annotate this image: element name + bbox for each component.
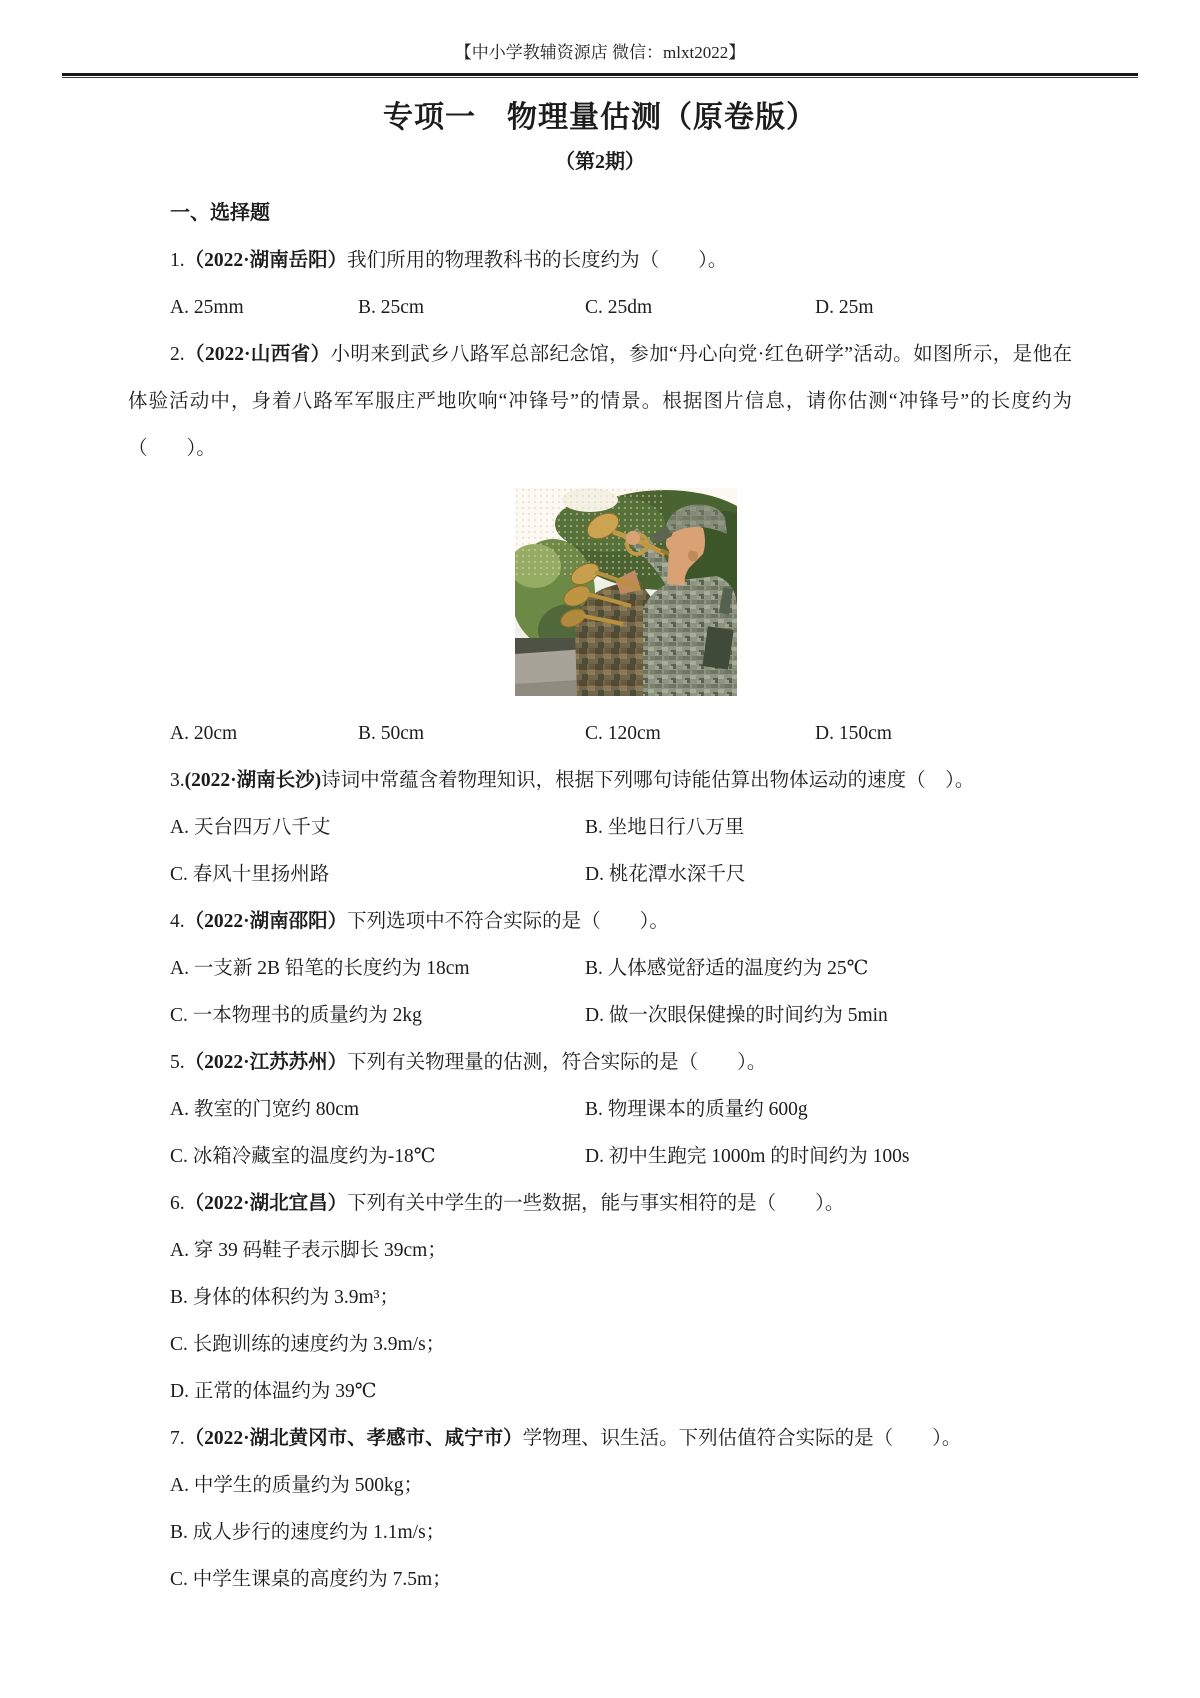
question-number: 3. — [170, 770, 185, 791]
question-number: 5. — [170, 1052, 185, 1073]
option-b: B. 50cm — [358, 723, 425, 744]
question-source: （2022·湖南邵阳） — [184, 911, 348, 932]
question-options-row — [128, 1556, 1072, 1603]
question-source: (2022·湖南长沙) — [184, 770, 322, 791]
question-stem: 诗词中常蕴含着物理知识，根据下列哪句诗能估算出物体运动的速度（ ）。 — [321, 770, 975, 791]
question-options-row — [128, 1227, 1072, 1274]
question-3 — [128, 757, 1072, 898]
question-number: 2. — [170, 344, 185, 365]
question-stem: 下列选项中不符合实际的是（ ）。 — [347, 911, 669, 932]
question-7 — [128, 1415, 1072, 1603]
question-number: 4. — [170, 911, 185, 932]
option-a: A. 25mm — [170, 297, 244, 318]
option-d: D. 25m — [815, 297, 874, 318]
question-stem-line — [128, 237, 1072, 284]
question-options-row — [128, 284, 1072, 331]
question-source: （2022·湖北宜昌） — [184, 1193, 348, 1214]
option-d: D. 做一次眼保健操的时间约为 5min — [585, 1005, 888, 1026]
question-options-row — [128, 1462, 1072, 1509]
option-a: A. 中学生的质量约为 500kg； — [170, 1475, 423, 1496]
option-b: B. 成人步行的速度约为 1.1m/s； — [170, 1522, 446, 1543]
question-source: （2022·湖北黄冈市、孝感市、咸宁市） — [184, 1428, 523, 1449]
question-options-row — [128, 1509, 1072, 1556]
question-options-row — [128, 710, 1072, 757]
question-options-row — [128, 851, 1072, 898]
question-stem-line — [128, 898, 1072, 945]
page-header — [0, 0, 1200, 66]
question-source: （2022·山西省） — [184, 344, 331, 365]
shop-watermark-label: 【中小学教辅资源店 微信：mlxt2022】 — [454, 43, 746, 62]
question-options-row — [128, 1368, 1072, 1415]
question-stem-line — [128, 331, 1072, 472]
option-b: B. 坐地日行八万里 — [585, 817, 745, 838]
question-number: 7. — [170, 1428, 185, 1449]
option-b: B. 物理课本的质量约 600g — [585, 1099, 808, 1120]
option-b: B. 身体的体积约为 3.9m³； — [170, 1287, 400, 1308]
worksheet-body — [0, 190, 1200, 1603]
question-stem: 学物理、识生活。下列估值符合实际的是（ ）。 — [522, 1428, 962, 1449]
option-a: A. 20cm — [170, 723, 238, 744]
option-c: C. 春风十里扬州路 — [170, 864, 330, 885]
question-stem-line — [128, 1039, 1072, 1086]
question-5 — [128, 1039, 1072, 1180]
question-options-row — [128, 992, 1072, 1039]
question-options-row — [128, 1274, 1072, 1321]
question-4 — [128, 898, 1072, 1039]
question-source: （2022·湖南岳阳） — [184, 250, 348, 271]
doc-title: 专项一 物理量估测（原卷版） — [383, 101, 817, 134]
option-a: A. 穿 39 码鞋子表示脚长 39cm； — [170, 1240, 447, 1261]
question-stem: 我们所用的物理教科书的长度约为（ ）。 — [347, 250, 728, 271]
question-number: 1. — [170, 250, 185, 271]
question-options-row — [128, 945, 1072, 992]
question-stem-line — [128, 1415, 1072, 1462]
doc-subtitle: （第2期） — [555, 151, 645, 173]
question-options-row — [128, 1086, 1072, 1133]
header-divider-rule — [62, 73, 1138, 78]
bugle-photo-illustration — [515, 488, 737, 696]
question-source: （2022·江苏苏州） — [184, 1052, 348, 1073]
section-heading: 一、选择题 — [170, 202, 270, 224]
question-stem: 小明来到武乡八路军总部纪念馆，参加“丹心向党·红色研学”活动。如图所示，是他在体验活动中，身着八路军军服庄严地吹响“冲锋号”的情景。根据图片信息，请你估测“冲锋号”的长度约为（ ）。 — [128, 344, 1072, 459]
option-c: C. 冰箱冷藏室的温度约为-18℃ — [170, 1146, 436, 1167]
option-d: D. 正常的体温约为 39℃ — [170, 1381, 377, 1402]
option-a: A. 教室的门宽约 80cm — [170, 1099, 360, 1120]
option-c: C. 长跑训练的速度约为 3.9m/s； — [170, 1334, 446, 1355]
option-d: D. 150cm — [815, 723, 892, 744]
question-stem: 下列有关中学生的一些数据，能与事实相符的是（ ）。 — [347, 1193, 845, 1214]
question-number: 6. — [170, 1193, 185, 1214]
question-2 — [128, 331, 1072, 757]
question-stem-line — [128, 757, 1072, 804]
option-b: B. 25cm — [358, 297, 425, 318]
option-a: A. 一支新 2B 铅笔的长度约为 18cm — [170, 958, 470, 979]
question-options-row — [128, 1321, 1072, 1368]
option-c: C. 中学生课桌的高度约为 7.5m； — [170, 1569, 452, 1590]
bugle-photo — [515, 488, 737, 696]
option-c: C. 120cm — [585, 723, 661, 744]
option-a: A. 天台四万八千丈 — [170, 817, 331, 838]
question-6 — [128, 1180, 1072, 1415]
question-options-row — [128, 804, 1072, 851]
option-c: C. 一本物理书的质量约为 2kg — [170, 1005, 422, 1026]
option-d: D. 初中生跑完 1000m 的时间约为 100s — [585, 1146, 910, 1167]
option-d: D. 桃花潭水深千尺 — [585, 864, 746, 885]
option-c: C. 25dm — [585, 297, 653, 318]
option-b: B. 人体感觉舒适的温度约为 25℃ — [585, 958, 869, 979]
question-stem-line — [128, 1180, 1072, 1227]
question-1 — [128, 237, 1072, 331]
question-stem: 下列有关物理量的估测，符合实际的是（ ）。 — [347, 1052, 767, 1073]
question-options-row — [128, 1133, 1072, 1180]
